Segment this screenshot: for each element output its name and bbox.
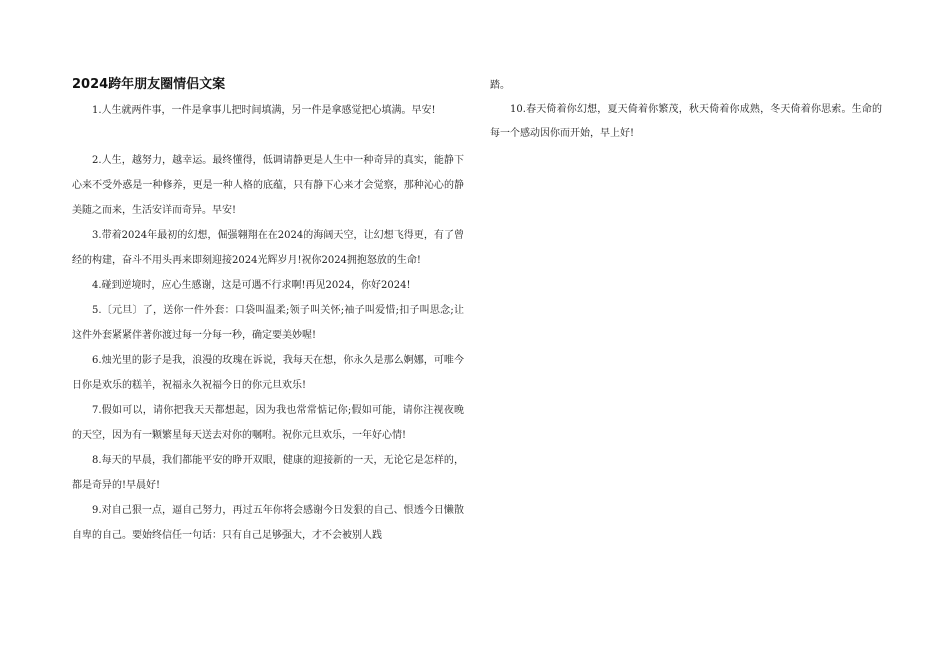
paragraph-2: 2.人生，越努力，越幸运。最终懂得，低调请静更是人生中一种奇异的真实，能静下心来不受外惑是一种修养，更是一种人格的底蕴，只有静下心来才会觉察，那种沁心的静美随之而来，生活安详而奇异。早安! <box>72 155 464 216</box>
paragraph-4: 4.碰到逆境时，应心生感谢，这是可遇不行求啊!再见2024，你好2024! <box>92 280 411 291</box>
paragraph-5: 5.〔元旦〕了，送你一件外套：口袋叫温柔;领子叫关怀;袖子叫爱惜;扣子叫思念;让这件外套紧紧伴著你渡过每一分每一秒，确定要美妙喔! <box>72 305 464 341</box>
paragraph-9-continuation: 踏。 <box>490 80 510 91</box>
paragraph-3: 3.带着2024年最初的幻想，倔强翱翔在在2024的海阔天空，让幻想飞得更，有了曾经的构建，奋斗不用头再来即刻迎接2024光辉岁月!祝你2024拥抱怒放的生命! <box>72 230 464 266</box>
document-title: 2024跨年朋友圈情侣文案 <box>72 77 226 92</box>
paragraph-10: 10.春天倚着你幻想，夏天倚着你繁茂，秋天倚着你成熟，冬天倚着你思索。生命的每一个感动因你而开始，早上好! <box>490 104 882 139</box>
paragraph-1: 1.人生就两件事，一件是拿事儿把时间填满，另一件是拿感觉把心填满。早安! <box>92 105 436 116</box>
paragraph-8: 8.每天的早晨，我们都能平安的睁开双眼，健康的迎接新的一天，无论它是怎样的，都是奇异的!早晨好! <box>72 455 464 491</box>
left-column <box>72 74 464 548</box>
right-column <box>490 74 882 146</box>
paragraph-7: 7.假如可以，请你把我天天都想起，因为我也常常惦记你;假如可能，请你注视夜晚的天空，因为有一颗繁星每天送去对你的嘱咐。祝你元旦欢乐，一年好心情! <box>72 405 464 441</box>
paragraph-9: 9.对自己狠一点，逼自己努力，再过五年你将会感谢今日发狠的自己、恨透今日懒散自卑的自己。要始终信任一句话：只有自己足够强大，才不会被别人践 <box>72 505 464 541</box>
paragraph-6: 6.烛光里的影子是我，浪漫的玫瑰在诉说，我每天在想，你永久是那么婀娜，可唯今日你是欢乐的糕羊，祝福永久祝福今日的你元旦欢乐! <box>72 355 464 391</box>
